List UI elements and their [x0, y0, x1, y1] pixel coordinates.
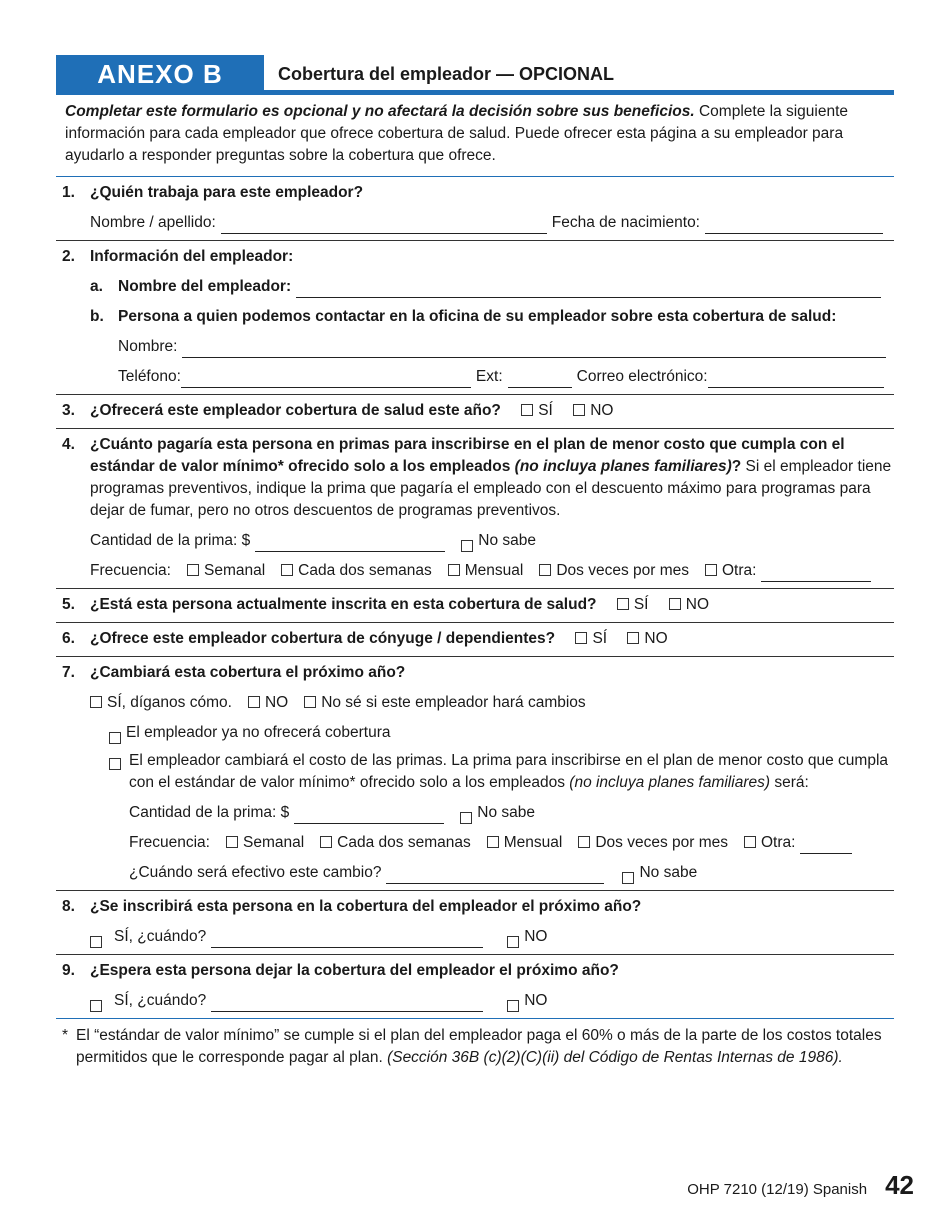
- q4-weekly-label: Semanal: [203, 562, 266, 579]
- q2b-text: Persona a quien podemos contactar en la oficina de su empleador sobre esta cobertura de salud:: [118, 308, 837, 325]
- q7-amount-label: Cantidad de la prima: $: [129, 804, 290, 821]
- q4-bold-text: ¿Cuánto pagaría esta persona en primas para inscribirse en el plan de menor costo que cumpla con el estándar de valor mínimo* ofrecido solo a los empleados: [90, 436, 845, 475]
- header: [56, 55, 894, 95]
- footnote-citation: (Sección 36B (c)(2)(C)(ii) del Código de Rentas Internas de 1986).: [387, 1049, 843, 1066]
- q7-text: ¿Cambiará esta cobertura el próximo año?: [90, 664, 406, 681]
- page-number: 42: [885, 1170, 914, 1200]
- q9-text: ¿Espera esta persona dejar la cobertura del empleador el próximo año?: [90, 962, 619, 979]
- q3-text: ¿Ofrecerá este empleador cobertura de salud este año?: [90, 402, 501, 419]
- email-label: Correo electrónico:: [576, 368, 708, 385]
- q7-unsure-checkbox[interactable]: [304, 696, 316, 708]
- q8-yes-checkbox[interactable]: [90, 936, 102, 948]
- q4-unknown-label: No sabe: [478, 532, 536, 549]
- q5-number: 5.: [62, 596, 75, 613]
- q4-biweekly-label: Cada dos semanas: [298, 562, 432, 579]
- q7-monthly-label: Mensual: [503, 834, 563, 851]
- question-7: [56, 657, 894, 891]
- q4-other-checkbox[interactable]: [705, 564, 717, 576]
- q4-amount-field[interactable]: [255, 535, 445, 552]
- q7-premium-change-checkbox[interactable]: [109, 758, 121, 770]
- q4-unknown-checkbox[interactable]: [461, 540, 473, 552]
- question-6: [56, 623, 894, 657]
- q7-no-checkbox[interactable]: [248, 696, 260, 708]
- q1-name-field[interactable]: [221, 217, 547, 234]
- employer-name-field[interactable]: [296, 281, 881, 298]
- annex-tag: ANEXO B: [56, 55, 264, 90]
- form-number: OHP 7210 (12/19) Spanish: [687, 1181, 868, 1198]
- q7-premium-text-a: El empleador cambiará el costo de las primas. La prima para inscribirse en el plan de menor costo que cumpla con el estándar de valor mínimo* ofrecido solo a los empleados: [129, 752, 889, 791]
- q7-amount-field[interactable]: [294, 807, 444, 824]
- phone-field[interactable]: [181, 371, 471, 388]
- q9-no-checkbox[interactable]: [507, 1000, 519, 1012]
- q7-biweekly-checkbox[interactable]: [320, 836, 332, 848]
- q2a-text: Nombre del empleador:: [118, 278, 292, 295]
- q7-no-label: NO: [264, 694, 289, 711]
- q8-no-label: NO: [524, 928, 548, 945]
- q4-twice-checkbox[interactable]: [539, 564, 551, 576]
- question-3: [56, 395, 894, 429]
- q6-no-label: NO: [644, 630, 668, 647]
- q5-yes-label: SÍ: [633, 596, 649, 613]
- q2-text: Información del empleador:: [90, 248, 294, 265]
- intro-text: [56, 95, 894, 177]
- q7-when-field[interactable]: [386, 867, 604, 884]
- q6-text: ¿Ofrece este empleador cobertura de cónyuge / dependientes?: [90, 630, 556, 647]
- q6-no-checkbox[interactable]: [627, 632, 639, 644]
- q9-when-field[interactable]: [211, 995, 483, 1012]
- q7-number: 7.: [62, 664, 75, 681]
- q7-monthly-checkbox[interactable]: [487, 836, 499, 848]
- q4-other-label: Otra:: [722, 562, 757, 579]
- q7-frequency-label: Frecuencia:: [129, 834, 210, 851]
- q4-weekly-checkbox[interactable]: [187, 564, 199, 576]
- page-footer: [687, 1170, 914, 1201]
- question-8: [56, 891, 894, 955]
- q3-number: 3.: [62, 402, 75, 419]
- q9-no-label: NO: [524, 992, 548, 1009]
- q7-weekly-label: Semanal: [242, 834, 305, 851]
- q9-yes-checkbox[interactable]: [90, 1000, 102, 1012]
- q3-yes-checkbox[interactable]: [521, 404, 533, 416]
- q9-number: 9.: [62, 962, 75, 979]
- q6-yes-checkbox[interactable]: [575, 632, 587, 644]
- footnote-text: El “estándar de valor mínimo” se cumple si el plan del empleador paga el 60% o más de la parte de los costos totales permitidos que le corresponde pagar al plan.: [76, 1027, 882, 1066]
- q7-other-checkbox[interactable]: [744, 836, 756, 848]
- footnote-star: *: [62, 1027, 69, 1044]
- q1-number: 1.: [62, 184, 75, 201]
- q5-yes-checkbox[interactable]: [617, 598, 629, 610]
- q3-no-checkbox[interactable]: [573, 404, 585, 416]
- q5-no-checkbox[interactable]: [669, 598, 681, 610]
- q7-biweekly-label: Cada dos semanas: [337, 834, 471, 851]
- question-1: [56, 177, 894, 241]
- q7-weekly-checkbox[interactable]: [226, 836, 238, 848]
- q1-dob-label: Fecha de nacimiento:: [551, 214, 700, 231]
- q8-text: ¿Se inscribirá esta persona en la cobertura del empleador el próximo año?: [90, 898, 642, 915]
- q7-twice-checkbox[interactable]: [578, 836, 590, 848]
- q3-no-label: NO: [590, 402, 614, 419]
- form-page: [56, 55, 894, 1069]
- q8-yes-label: SÍ, ¿cuándo?: [114, 928, 207, 945]
- phone-label: Teléfono:: [118, 368, 181, 385]
- section-title: Cobertura del empleador — OPCIONAL: [278, 64, 615, 84]
- q7-when-unknown-label: No sabe: [639, 864, 698, 881]
- q7-other-field[interactable]: [800, 837, 852, 854]
- q2a-letter: a.: [90, 278, 103, 295]
- q1-dob-field[interactable]: [705, 217, 883, 234]
- q7-premium-italic: (no incluya planes familiares): [569, 774, 771, 791]
- q3-yes-label: SÍ: [538, 402, 553, 419]
- question-2: [56, 241, 894, 395]
- q4-monthly-label: Mensual: [464, 562, 524, 579]
- q9-yes-label: SÍ, ¿cuándo?: [114, 992, 207, 1009]
- contact-name-label: Nombre:: [118, 338, 178, 355]
- q7-yes-label: SÍ, díganos cómo.: [107, 694, 232, 711]
- q7-unknown-label: No sabe: [477, 804, 535, 821]
- q4-frequency-label: Frecuencia:: [90, 562, 171, 579]
- question-4: [56, 429, 894, 589]
- q4-amount-label: Cantidad de la prima: $: [90, 532, 251, 549]
- q7-premium-text-b: será:: [770, 774, 809, 791]
- footnote: [56, 1019, 894, 1069]
- q6-number: 6.: [62, 630, 75, 647]
- q7-when-unknown-checkbox[interactable]: [622, 872, 634, 884]
- q4-twice-label: Dos veces por mes: [556, 562, 689, 579]
- q4-question-mark: ?: [731, 458, 742, 475]
- question-5: [56, 589, 894, 623]
- q4-other-field[interactable]: [761, 565, 871, 582]
- q6-yes-label: SÍ: [592, 630, 608, 647]
- question-9: [56, 955, 894, 1019]
- contact-name-field[interactable]: [182, 341, 886, 358]
- ext-field[interactable]: [508, 371, 572, 388]
- q7-unsure-label: No sé si este empleador hará cambios: [321, 694, 586, 711]
- q7-unknown-checkbox[interactable]: [460, 812, 472, 824]
- q7-twice-label: Dos veces por mes: [595, 834, 728, 851]
- q1-name-label: Nombre / apellido:: [90, 214, 216, 231]
- q4-normal-text: Si el empleador tiene programas preventivos, indique la prima que pagaría el empleado con el descuento máximo para programas para dejar de fumar, pero no otros descuentos de programas preventivos.: [90, 458, 892, 519]
- q1-text: ¿Quién trabaja para este empleador?: [90, 184, 364, 201]
- ext-label: Ext:: [475, 368, 503, 385]
- q7-other-label: Otra:: [761, 834, 796, 851]
- q7-when-label: ¿Cuándo será efectivo este cambio?: [129, 864, 382, 881]
- q7-no-coverage-label: El empleador ya no ofrecerá cobertura: [126, 724, 391, 741]
- q7-no-coverage-checkbox[interactable]: [109, 732, 121, 744]
- q8-number: 8.: [62, 898, 75, 915]
- intro-body: Complete la siguiente información para cada empleador que ofrece cobertura de salud. Puede ofrecer esta página a su empleador para ayudarlo a responder preguntas sobre la cobertura que ofrece.: [65, 103, 849, 164]
- email-field[interactable]: [708, 371, 884, 388]
- q2b-letter: b.: [90, 308, 104, 325]
- q4-monthly-checkbox[interactable]: [448, 564, 460, 576]
- q7-yes-checkbox[interactable]: [90, 696, 102, 708]
- q4-number: 4.: [62, 436, 75, 453]
- q5-no-label: NO: [685, 596, 710, 613]
- q4-biweekly-checkbox[interactable]: [281, 564, 293, 576]
- q4-italic-text: (no incluya planes familiares): [514, 458, 732, 475]
- intro-bold: Completar este formulario es opcional y no afectará la decisión sobre sus beneficios.: [65, 103, 695, 120]
- q2-number: 2.: [62, 248, 75, 265]
- q7-premium-change-text: [129, 750, 894, 794]
- q5-text: ¿Está esta persona actualmente inscrita en esta cobertura de salud?: [90, 596, 597, 613]
- q8-when-field[interactable]: [211, 931, 483, 948]
- q8-no-checkbox[interactable]: [507, 936, 519, 948]
